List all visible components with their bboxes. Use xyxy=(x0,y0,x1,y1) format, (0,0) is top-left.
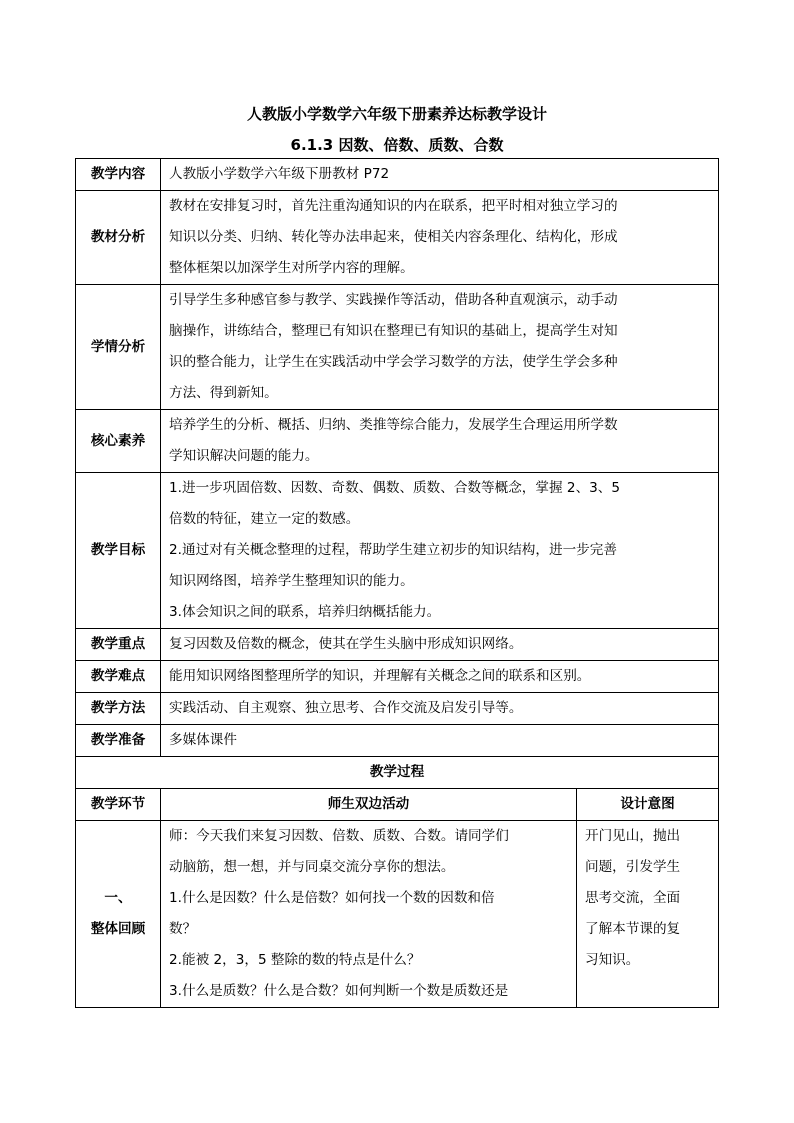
intent-line: 问题，引发学生 xyxy=(585,859,681,875)
content-line: 人教版小学数学六年级下册教材 P72 xyxy=(169,166,390,182)
row-content xyxy=(161,473,719,629)
content-line: 复习因数及倍数的概念，使其在学生头脑中形成知识网络。 xyxy=(169,636,523,652)
row-label: 教学难点 xyxy=(76,661,161,693)
row-content xyxy=(161,725,719,757)
activity-line: 3.什么是质数？什么是合数？如何判断一个数是质数还是 xyxy=(169,983,509,999)
info-row xyxy=(76,693,719,725)
info-row xyxy=(76,725,719,757)
process-header-row xyxy=(76,789,719,821)
content-line: 多媒体课件 xyxy=(169,732,237,748)
content-line: 知识网络图，培养学生整理知识的能力。 xyxy=(169,573,414,589)
content-line: 脑操作，讲练结合，整理已有知识在整理已有知识的基础上，提高学生对知 xyxy=(169,323,618,339)
info-row xyxy=(76,285,719,410)
info-row xyxy=(76,473,719,629)
intent-line: 思考交流，全面 xyxy=(585,890,681,906)
process-heading: 教学过程 xyxy=(76,757,719,789)
info-row xyxy=(76,191,719,285)
row-content xyxy=(161,629,719,661)
row-label: 教学方法 xyxy=(76,693,161,725)
info-section xyxy=(76,159,719,757)
stage-number: 一、 xyxy=(104,890,132,906)
intent-line: 开门见山，抛出 xyxy=(585,828,681,844)
content-line: 学知识解决问题的能力。 xyxy=(169,448,319,464)
row-content xyxy=(161,410,719,473)
document-title: 人教版小学数学六年级下册素养达标教学设计 xyxy=(246,105,547,123)
stage-cell xyxy=(76,821,161,1008)
row-content xyxy=(161,191,719,285)
col-header-stage: 教学环节 xyxy=(76,789,161,821)
content-line: 能用知识网络图整理所学的知识，并理解有关概念之间的联系和区别。 xyxy=(169,668,591,684)
row-content xyxy=(161,693,719,725)
col-header-intent: 设计意图 xyxy=(577,789,719,821)
process-section xyxy=(76,757,719,1008)
row-label: 教学准备 xyxy=(76,725,161,757)
lesson-plan-table xyxy=(75,158,719,1008)
row-label: 核心素养 xyxy=(76,410,161,473)
content-line: 识的整合能力，让学生在实践活动中学会学习数学的方法，使学生学会多种 xyxy=(169,354,618,370)
row-label: 教学重点 xyxy=(76,629,161,661)
activity-cell xyxy=(161,821,577,1008)
process-heading-row xyxy=(76,757,719,789)
content-line: 实践活动、自主观察、独立思考、合作交流及启发引导等。 xyxy=(169,700,523,716)
process-row xyxy=(76,821,719,1008)
info-row xyxy=(76,159,719,191)
content-line: 培养学生的分析、概括、归纳、类推等综合能力，发展学生合理运用所学数 xyxy=(169,417,618,433)
info-row xyxy=(76,410,719,473)
activity-line: 2.能被 2，3，5 整除的数的特点是什么？ xyxy=(169,952,421,968)
intent-cell xyxy=(577,821,719,1008)
content-line: 倍数的特征，建立一定的数感。 xyxy=(169,511,360,527)
activity-line: 数？ xyxy=(169,921,197,937)
info-row xyxy=(76,661,719,693)
row-label: 教学内容 xyxy=(76,159,161,191)
row-label: 教学目标 xyxy=(76,473,161,629)
content-line: 整体框架以加深学生对所学内容的理解。 xyxy=(169,260,414,276)
lesson-subtitle: 6.1.3 因数、倍数、质数、合数 xyxy=(290,136,504,154)
activity-line: 师：今天我们来复习因数、倍数、质数、合数。请同学们 xyxy=(169,828,509,844)
content-line: 2.通过对有关概念整理的过程，帮助学生建立初步的知识结构，进一步完善 xyxy=(169,542,617,558)
col-header-activity: 师生双边活动 xyxy=(161,789,577,821)
info-row xyxy=(76,629,719,661)
row-content xyxy=(161,285,719,410)
row-label: 学情分析 xyxy=(76,285,161,410)
content-line: 方法、得到新知。 xyxy=(169,385,278,401)
row-label: 教材分析 xyxy=(76,191,161,285)
content-line: 1.进一步巩固倍数、因数、奇数、偶数、质数、合数等概念，掌握 2、3、5 xyxy=(169,480,621,496)
stage-name: 整体回顾 xyxy=(90,921,146,937)
content-line: 引导学生多种感官参与教学、实践操作等活动，借助各种直观演示，动手动 xyxy=(169,292,618,308)
content-line: 3.体会知识之间的联系，培养归纳概括能力。 xyxy=(169,604,441,620)
content-line: 知识以分类、归纳、转化等办法串起来，使相关内容条理化、结构化，形成 xyxy=(169,229,618,245)
intent-line: 了解本节课的复 xyxy=(585,921,681,937)
activity-line: 动脑筋，想一想，并与同桌交流分享你的想法。 xyxy=(169,859,455,875)
row-content xyxy=(161,661,719,693)
content-line: 教材在安排复习时，首先注重沟通知识的内在联系，把平时相对独立学习的 xyxy=(169,198,618,214)
row-content xyxy=(161,159,719,191)
activity-line: 1.什么是因数？什么是倍数？如何找一个数的因数和倍 xyxy=(169,890,495,906)
intent-line: 习知识。 xyxy=(585,952,640,968)
